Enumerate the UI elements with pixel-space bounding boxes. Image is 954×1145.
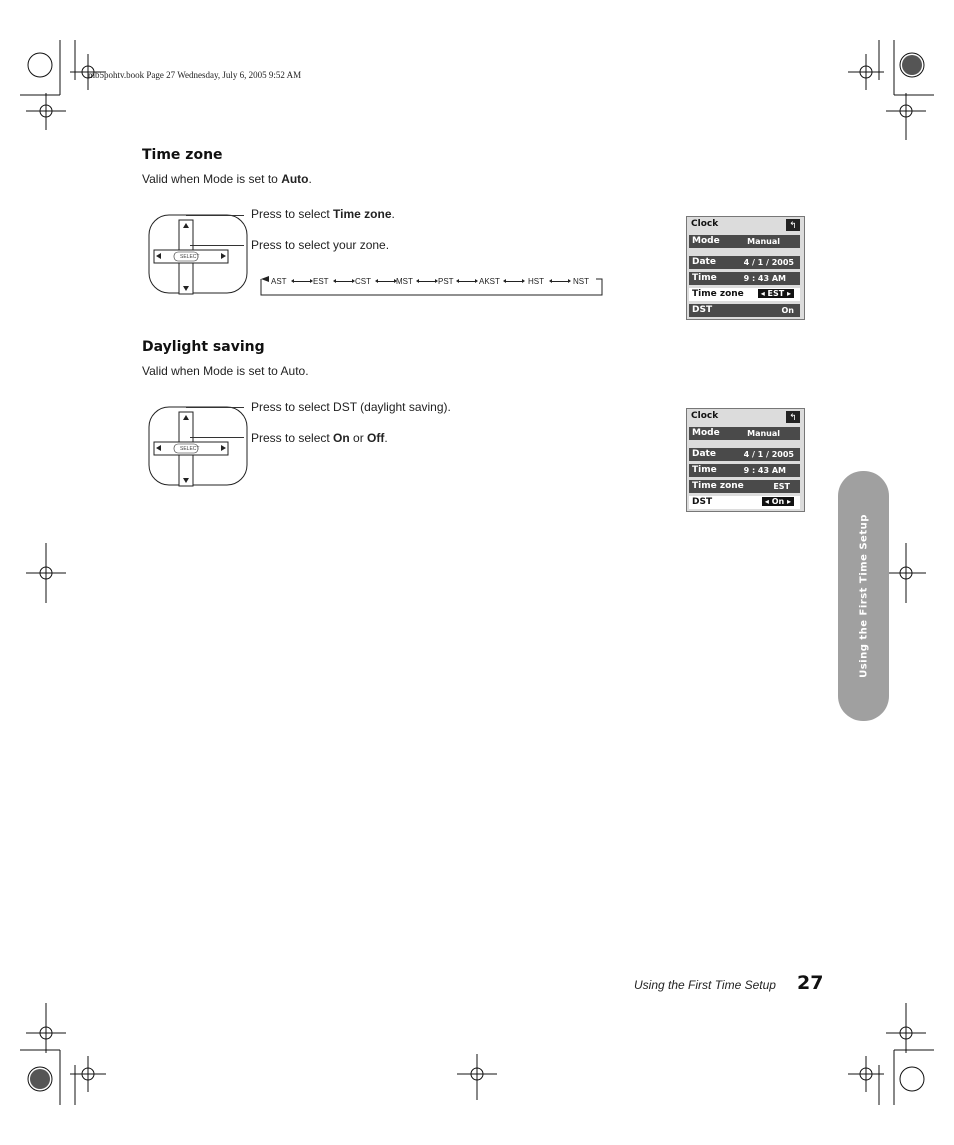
zone-arrow [377,281,395,282]
daylight-valid-text: Valid when Mode is set to Auto. [142,364,309,378]
time-zone-valid-text: Valid when Mode is set to Auto. [142,172,312,186]
menu-row-time: Time 9 : 43 AM [689,464,800,477]
zone-arrow [293,281,311,282]
zone-arrow [505,281,523,282]
dpad-select-label: SELECT [180,254,200,260]
zone-arrow [551,281,569,282]
time-zone-heading: Time zone [142,147,223,163]
menu-row-date: Date 4 / 1 / 2005 [689,448,800,461]
zone-arrow [335,281,353,282]
zone-est: EST [313,277,329,286]
menu-row-dst: DST ◂ On ▸ [689,496,800,509]
zone-pst: PST [438,277,454,286]
menu-row-mode: Mode Manual [689,427,800,440]
time-zone-cycle [258,275,604,297]
menu-row-mode: Mode Manual [689,235,800,248]
zone-mst: MST [396,277,413,286]
menu-row-time-zone: Time zone ◂ EST ▸ [689,288,800,301]
daylight-step1: Press to select DST (daylight saving). [251,400,451,414]
menu-row-date: Date 4 / 1 / 2005 [689,256,800,269]
dst-selector: ◂ On ▸ [762,497,794,506]
tz-selector: ◂ EST ▸ [758,289,794,298]
zone-ast: AST [271,277,287,286]
clock-menu-panel [686,408,805,512]
side-tab-label: Using the First Time Setup [858,514,869,678]
clock-menu-title: Clock [691,411,719,421]
page-number: 27 [797,972,824,994]
leader-line [190,245,244,246]
zone-arrow [458,281,476,282]
zone-hst: HST [528,277,544,286]
chapter-side-tab [838,471,889,721]
return-icon: ↰ [786,219,800,231]
leader-line [186,215,244,216]
header-file-info: mb5pohtv.book Page 27 Wednesday, July 6, 2005 9:52 AM [88,70,302,80]
menu-row-time-zone: Time zone EST [689,480,800,493]
menu-row-time: Time 9 : 43 AM [689,272,800,285]
clock-menu-panel [686,216,805,320]
dpad-select-label: SELECT [180,446,200,452]
leader-line [190,437,244,438]
time-zone-step1: Press to select Time zone. [251,207,395,221]
clock-menu-title: Clock [691,219,719,229]
zone-cst: CST [355,277,371,286]
daylight-step2: Press to select On or Off. [251,431,388,445]
return-icon: ↰ [786,411,800,423]
time-zone-step2: Press to select your zone. [251,238,390,252]
zone-arrow [418,281,436,282]
zone-akst: AKST [479,277,500,286]
menu-row-dst: DST On [689,304,800,317]
zone-nst: NST [573,277,589,286]
leader-line [186,407,244,408]
daylight-saving-heading: Daylight saving [142,339,265,355]
footer-chapter-title: Using the First Time Setup [634,978,776,992]
